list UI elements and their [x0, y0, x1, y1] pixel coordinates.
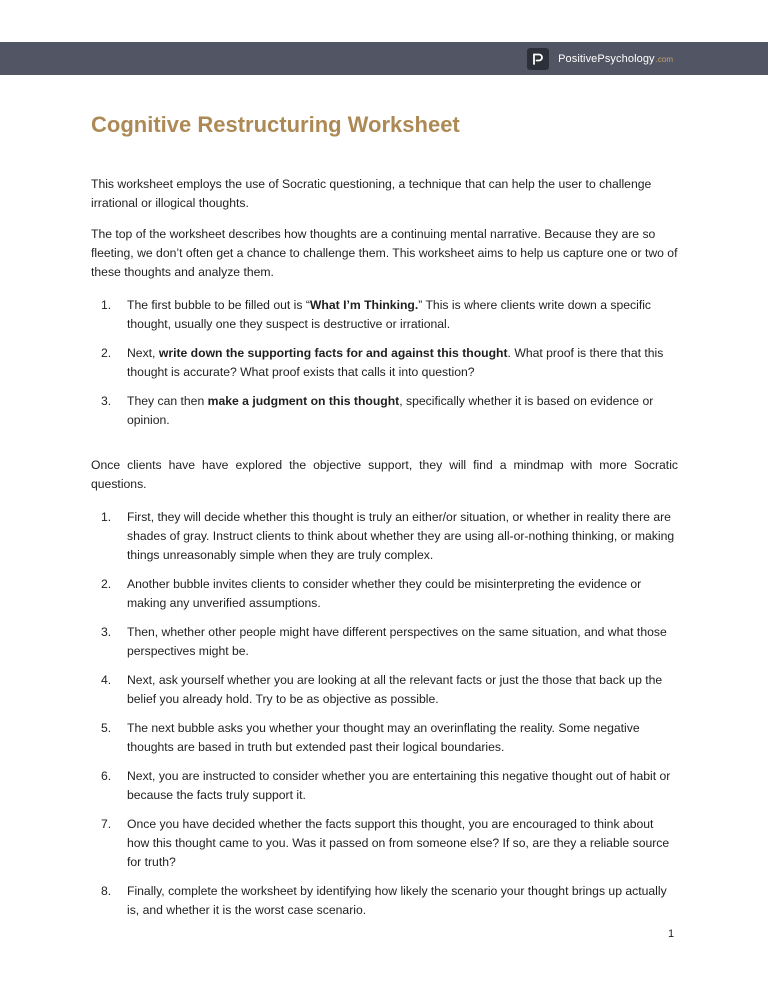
list-text: Another bubble invites clients to consider whether they could be misinterpreting the evidence or making any unverified assumptions. [127, 577, 642, 610]
middle-paragraph: Once clients have have explored the objective support, they will find a mindmap with more Socratic questions. [91, 458, 678, 491]
list-text: . What proof is there that this thought is accurate? What proof exists that calls it into question? [127, 346, 664, 379]
list-number: 1. [101, 298, 112, 312]
list-text: ” This is where clients write down a specific thought, usually one they suspect is destructive or irrational. [127, 298, 652, 331]
brand [527, 48, 673, 70]
list-text: Finally, complete the worksheet by identifying how likely the scenario your thought brings up actually is, and whether it is the worst case scenario. [127, 884, 667, 917]
list-item [91, 623, 678, 661]
list-item [91, 882, 678, 920]
list-item [91, 815, 678, 872]
list-text: Next, you are instructed to consider whether you are entertaining this negative thought out of habit or because the facts truly support it. [127, 769, 671, 802]
list-item [91, 508, 678, 565]
list-text: First, they will decide whether this thought is truly an either/or situation, or whether in reality there are shades of gray. Instruct clients to think about whether they are using all-or-nothing thinking, or making things unreasonably simple when they are truly complex. [127, 510, 675, 562]
list-item [91, 296, 678, 334]
list-item [91, 344, 678, 382]
list-text: They can then [127, 394, 208, 408]
list-text: Next, ask yourself whether you are looking at all the relevant facts or just the those that back up the belief you already hold. Try to be as objective as possible. [127, 673, 663, 706]
list-number: 7. [101, 817, 112, 831]
list-item [91, 767, 678, 805]
logo-p-glyph-icon [531, 52, 545, 66]
list-number: 3. [101, 394, 112, 408]
brand-domain: .com [655, 54, 673, 64]
list-number: 6. [101, 769, 112, 783]
steps-list [91, 296, 678, 430]
list-number: 3. [101, 625, 112, 639]
list-number: 1. [101, 510, 112, 524]
list-bold-text: What I’m Thinking. [309, 298, 419, 312]
list-item [91, 392, 678, 430]
list-text: The first bubble to be filled out is “ [127, 298, 310, 312]
page-title: Cognitive Restructuring Worksheet [91, 112, 460, 137]
list-number: 8. [101, 884, 112, 898]
list-number: 2. [101, 577, 112, 591]
list-text: Once you have decided whether the facts support this thought, you are encouraged to think about how this thought came to you. Was it passed on from someone else? If so, are they a reliable source for truth? [127, 817, 670, 869]
list-number: 5. [101, 721, 112, 735]
list-item [91, 575, 678, 613]
list-bold-text: make a judgment on this thought [207, 394, 400, 408]
page-number: 1 [668, 928, 675, 940]
list-text: , specifically whether it is based on evidence or opinion. [127, 394, 654, 427]
list-text: Then, whether other people might have different perspectives on the same situation, and what those perspectives might be. [127, 625, 667, 658]
list-item [91, 671, 678, 709]
intro-paragraph-1: This worksheet employs the use of Socratic questioning, a technique that can help the user to challenge irrational or illogical thoughts. [91, 177, 652, 210]
header-bar [0, 42, 768, 75]
document-body [91, 175, 678, 930]
intro-paragraph-2: The top of the worksheet describes how thoughts are a continuing mental narrative. Because they are so fleeting, we don’t often get a chance to challenge them. This worksheet aims to help us capture one or two of these thoughts and analyze them. [91, 227, 678, 279]
list-text: The next bubble asks you whether your thought may an overinflating the reality. Some negative thoughts are based in truth but extended past their logical boundaries. [127, 721, 640, 754]
brand-name: PositivePsychology [558, 53, 655, 65]
list-number: 2. [101, 346, 112, 360]
list-text: Next, [127, 346, 159, 360]
list-item [91, 719, 678, 757]
positivepsychology-logo-icon [527, 48, 549, 70]
list-number: 4. [101, 673, 112, 687]
list-bold-text: write down the supporting facts for and against this thought [158, 346, 508, 360]
mindmap-questions-list [91, 508, 678, 920]
